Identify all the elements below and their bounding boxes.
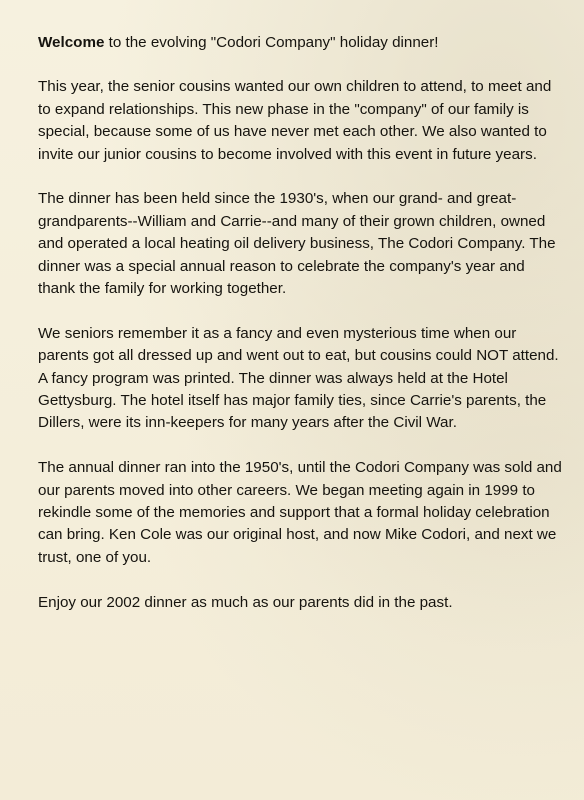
paragraph-closing: Enjoy our 2002 dinner as much as our parents did in the past.: [38, 593, 453, 611]
welcome-bold-word: Welcome: [38, 34, 105, 51]
paragraph-memories: We seniors remember it as a fancy and even mysterious time when our parents got all dressed up and went out to eat, but cousins could NOT attend. A fancy program was printed. The dinner was always held at the Hotel Gettysburg. The hotel itself has major family ties, since Carrie's parents, the Dillers, were its inn-keepers for many years after the Civil War.: [38, 324, 559, 432]
welcome-line-rest: to the evolving "Codori Company" holiday dinner!: [104, 34, 439, 51]
paragraph-revival: The annual dinner ran into the 1950's, until the Codori Company was sold and our parents moved into other careers. We began meeting again in 1999 to rekindle some of the memories and support that a formal holiday celebration can bring. Ken Cole was our original host, and now Mike Codori, and next we trust, one of you.: [38, 459, 562, 566]
paragraph-cousins: This year, the senior cousins wanted our own children to attend, to meet and to expand relationships. This new phase in the "company" of our family is special, because some of us have never met each other. We also wanted to invite our junior cousins to become involved with this event in future years.: [38, 78, 552, 163]
letter-body: [38, 32, 563, 636]
paragraph-history: The dinner has been held since the 1930's, when our grand- and great-grandparents--William and Carrie--and many of their grown children, owned and operated a local heating oil delivery business, The Codori Company. The dinner was a special annual reason to celebrate the company's year and thank the family for working together.: [38, 190, 556, 298]
welcome-line: [38, 32, 563, 54]
